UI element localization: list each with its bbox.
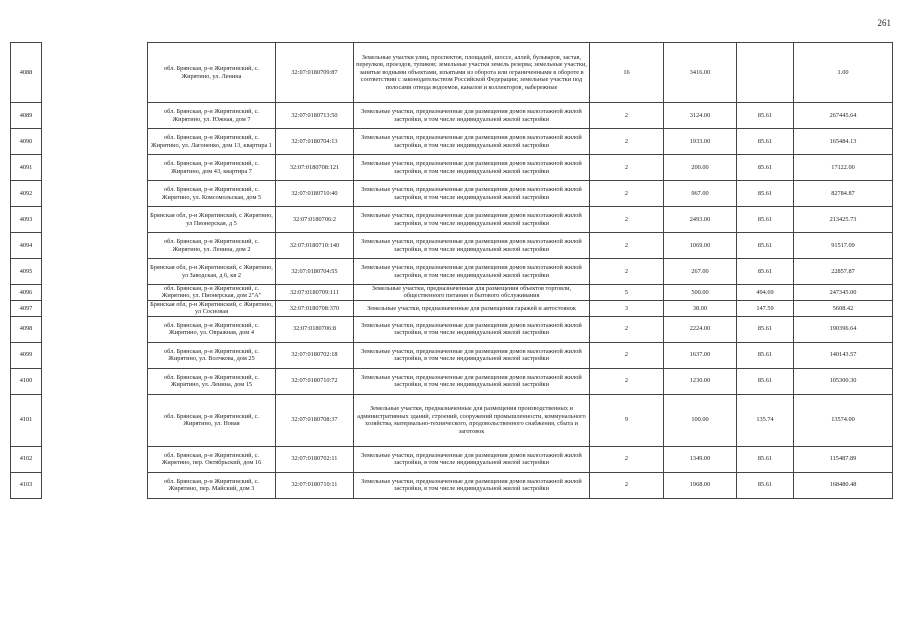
cadastral-value-cell: 247345.00: [794, 285, 893, 301]
land-use-cell: Земельные участки, предназначенные для размещения объектов торговли, общественного питания и бытового обслуживания: [354, 285, 590, 301]
specific-value-cell: 85.61: [737, 207, 794, 233]
land-use-cell: Земельные участки, предназначенные для размещения домов малоэтажной жилой застройки, в том числе индивидуальной жилой застройки: [354, 233, 590, 259]
row-number: 4091: [11, 155, 42, 181]
area-cell: 38.00: [664, 300, 737, 316]
area-cell: 2224.00: [664, 316, 737, 342]
cadastral-number-cell: 32:07:0180708:370: [276, 300, 354, 316]
area-cell: 1968.00: [664, 472, 737, 498]
use-code-cell: 2: [590, 472, 664, 498]
address-cell: обл. Брянская, р-н Жирятинский, с. Жирятино, ул. Ленина, дом 2: [148, 233, 276, 259]
use-code-cell: 2: [590, 316, 664, 342]
address-cell: обл. Брянская, р-н Жирятинский, с. Жирятино, дом 43, квартира 7: [148, 155, 276, 181]
cadastral-value-cell: 115487.89: [794, 446, 893, 472]
land-use-cell: Земельные участки, предназначенные для размещения домов малоэтажной жилой застройки, в том числе индивидуальной жилой застройки: [354, 472, 590, 498]
cadastral-value-cell: 1.00: [794, 43, 893, 103]
specific-value-cell: 85.61: [737, 472, 794, 498]
use-code-cell: 5: [590, 285, 664, 301]
cadastral-value-cell: 91517.09: [794, 233, 893, 259]
address-cell: обл. Брянская, р-н Жирятинский, с. Жирятино, ул. Ленина: [148, 43, 276, 103]
cadastral-value-cell: 140143.57: [794, 342, 893, 368]
cadastral-value-cell: 168480.48: [794, 472, 893, 498]
cadastral-number-cell: 32:07:0180710:140: [276, 233, 354, 259]
land-use-cell: Земельные участки, предназначенные для размещения домов малоэтажной жилой застройки, в том числе индивидуальной жилой застройки: [354, 181, 590, 207]
table-body: [11, 43, 893, 499]
use-code-cell: 2: [590, 103, 664, 129]
specific-value-cell: 85.61: [737, 129, 794, 155]
table-row: [11, 316, 893, 342]
use-code-cell: 16: [590, 43, 664, 103]
cadastral-value-cell: 5608.42: [794, 300, 893, 316]
table-row: [11, 446, 893, 472]
use-code-cell: 2: [590, 233, 664, 259]
cadastral-value-cell: 213425.73: [794, 207, 893, 233]
land-use-cell: Земельные участки, предназначенные для размещения домов малоэтажной жилой застройки, в том числе индивидуальной жилой застройки: [354, 446, 590, 472]
land-use-cell: Земельные участки, предназначенные для размещения домов малоэтажной жилой застройки, в том числе индивидуальной жилой застройки: [354, 259, 590, 285]
specific-value-cell: 85.61: [737, 181, 794, 207]
address-cell: обл. Брянская, р-н Жирятинский, с. Жирятино, ул. Волчкова, дом 25: [148, 342, 276, 368]
cadastral-value-cell: 105300.30: [794, 368, 893, 394]
area-cell: 1349.00: [664, 446, 737, 472]
row-number: 4102: [11, 446, 42, 472]
specific-value-cell: 85.61: [737, 103, 794, 129]
area-cell: 3416.00: [664, 43, 737, 103]
row-number: 4088: [11, 43, 42, 103]
land-use-cell: Земельные участки, предназначенные для размещения домов малоэтажной жилой застройки, в том числе индивидуальной жилой застройки: [354, 316, 590, 342]
address-cell: обл. Брянская, р-н Жирятинский, с. Жирятино, ул. Пионерская, дом 2"А": [148, 285, 276, 301]
gap-cell: [42, 394, 148, 446]
gap-cell: [42, 155, 148, 181]
cadastral-number-cell: 32:07:0180710:11: [276, 472, 354, 498]
table-row: [11, 207, 893, 233]
land-use-cell: Земельные участки, предназначенные для размещения домов малоэтажной жилой застройки, в том числе индивидуальной жилой застройки: [354, 368, 590, 394]
row-number: 4096: [11, 285, 42, 301]
table-row: [11, 342, 893, 368]
cadastral-number-cell: 32:07:0180709:87: [276, 43, 354, 103]
row-number: 4093: [11, 207, 42, 233]
land-use-cell: Земельные участки, предназначенные для размещения производственных и административных зданий, строений, сооружений промышленности, коммунального хозяйства, материально-технического, продовольственного снабжения, сбыта и заготовок: [354, 394, 590, 446]
specific-value-cell: 85.61: [737, 342, 794, 368]
specific-value-cell: 85.61: [737, 259, 794, 285]
row-number: 4103: [11, 472, 42, 498]
use-code-cell: 2: [590, 207, 664, 233]
gap-cell: [42, 316, 148, 342]
cadastral-value-cell: 267445.64: [794, 103, 893, 129]
cadastral-number-cell: 32:07:0180713:50: [276, 103, 354, 129]
gap-cell: [42, 368, 148, 394]
land-use-cell: Земельные участки, предназначенные для размещения домов малоэтажной жилой застройки, в том числе индивидуальной жилой застройки: [354, 129, 590, 155]
address-cell: Брянская обл, р-н Жирятинский, с Жирятино, ул Пионерская, д 5: [148, 207, 276, 233]
area-cell: 1933.00: [664, 129, 737, 155]
table-row: [11, 43, 893, 103]
address-cell: обл. Брянская, р-н Жирятинский, с. Жирятино, ул. Ленина, дом 15: [148, 368, 276, 394]
cadastral-value-cell: 190396.64: [794, 316, 893, 342]
row-number: 4100: [11, 368, 42, 394]
gap-cell: [42, 472, 148, 498]
land-use-cell: Земельные участки улиц, проспектов, площадей, шоссе, аллей, бульваров, застав, переулков, проездов, тупиков; земельные участки земель резерва; земельные участки, занятые водными объектами, изъятыми из оборота или ограниченными в обороте в соответствии с законодательством Российской Федерации; земельные участки под полосами отвода водоемов, каналов и коллекторов, набережные: [354, 43, 590, 103]
specific-value-cell: 85.61: [737, 155, 794, 181]
specific-value-cell: [737, 43, 794, 103]
gap-cell: [42, 342, 148, 368]
address-cell: обл. Брянская, р-н Жирятинский, с. Жирятино, пер. Майский, дом 3: [148, 472, 276, 498]
address-cell: обл. Брянская, р-н Жирятинский, с. Жирятино, ул. Овражная, дом 4: [148, 316, 276, 342]
specific-value-cell: 85.61: [737, 316, 794, 342]
cadastral-number-cell: 32:07:0180710:72: [276, 368, 354, 394]
specific-value-cell: 135.74: [737, 394, 794, 446]
land-use-cell: Земельные участки, предназначенные для размещения гаражей и автостоянок: [354, 300, 590, 316]
table-row: [11, 129, 893, 155]
address-cell: обл. Брянская, р-н Жирятинский, с. Жирятино, ул. Южная, дом 7: [148, 103, 276, 129]
area-cell: 100.00: [664, 394, 737, 446]
area-cell: 1069.00: [664, 233, 737, 259]
specific-value-cell: 85.61: [737, 233, 794, 259]
address-cell: Брянская обл, р-н Жирятинский, с Жирятино, ул Сосновая: [148, 300, 276, 316]
cadastral-number-cell: 32:07:0180704:13: [276, 129, 354, 155]
land-registry-table: [10, 42, 893, 499]
area-cell: 500.00: [664, 285, 737, 301]
table-row: [11, 368, 893, 394]
use-code-cell: 2: [590, 181, 664, 207]
area-cell: 967.00: [664, 181, 737, 207]
gap-cell: [42, 103, 148, 129]
cadastral-number-cell: 32:07:0180706:8: [276, 316, 354, 342]
table-row: [11, 181, 893, 207]
page-number: 261: [877, 18, 891, 28]
area-cell: 267.00: [664, 259, 737, 285]
table-row: [11, 259, 893, 285]
gap-cell: [42, 259, 148, 285]
gap-cell: [42, 300, 148, 316]
specific-value-cell: 494.69: [737, 285, 794, 301]
table-row: [11, 233, 893, 259]
cadastral-number-cell: 32:07:0180710:40: [276, 181, 354, 207]
table-row: [11, 103, 893, 129]
specific-value-cell: 85.61: [737, 446, 794, 472]
land-use-cell: Земельные участки, предназначенные для размещения домов малоэтажной жилой застройки, в том числе индивидуальной жилой застройки: [354, 207, 590, 233]
row-number: 4099: [11, 342, 42, 368]
land-use-cell: Земельные участки, предназначенные для размещения домов малоэтажной жилой застройки, в том числе индивидуальной жилой застройки: [354, 155, 590, 181]
area-cell: 1230.00: [664, 368, 737, 394]
gap-cell: [42, 285, 148, 301]
row-number: 4095: [11, 259, 42, 285]
row-number: 4101: [11, 394, 42, 446]
use-code-cell: 3: [590, 300, 664, 316]
row-number: 4092: [11, 181, 42, 207]
table-row: [11, 394, 893, 446]
table-row: [11, 472, 893, 498]
area-cell: 2493.00: [664, 207, 737, 233]
specific-value-cell: 85.61: [737, 368, 794, 394]
cadastral-value-cell: 22857.87: [794, 259, 893, 285]
cadastral-number-cell: 32:07:0180708:37: [276, 394, 354, 446]
address-cell: обл. Брянская, р-н Жирятинский, с. Жирятино, ул. Новая: [148, 394, 276, 446]
cadastral-number-cell: 32:07:0180704:55: [276, 259, 354, 285]
use-code-cell: 2: [590, 368, 664, 394]
use-code-cell: 2: [590, 446, 664, 472]
address-cell: обл. Брянская, р-н Жирятинский, с. Жирятино, ул. Лагоненко, дом 13, квартира 1: [148, 129, 276, 155]
use-code-cell: 9: [590, 394, 664, 446]
area-cell: 1637.00: [664, 342, 737, 368]
cadastral-value-cell: 82784.87: [794, 181, 893, 207]
row-number: 4089: [11, 103, 42, 129]
address-cell: обл. Брянская, р-н Жирятинский, с. Жирятино, пер. Октябрьский, дом 16: [148, 446, 276, 472]
table-row: [11, 155, 893, 181]
gap-cell: [42, 446, 148, 472]
use-code-cell: 2: [590, 342, 664, 368]
row-number: 4090: [11, 129, 42, 155]
address-cell: обл. Брянская, р-н Жирятинский, с. Жирятино, ул. Комсомольская, дом 5: [148, 181, 276, 207]
row-number: 4098: [11, 316, 42, 342]
row-number: 4094: [11, 233, 42, 259]
area-cell: 200.00: [664, 155, 737, 181]
specific-value-cell: 147.59: [737, 300, 794, 316]
cadastral-number-cell: 32:07:0180708:121: [276, 155, 354, 181]
cadastral-value-cell: 165484.13: [794, 129, 893, 155]
gap-cell: [42, 181, 148, 207]
cadastral-number-cell: 32:07:0180702:18: [276, 342, 354, 368]
table-row: [11, 300, 893, 316]
use-code-cell: 2: [590, 259, 664, 285]
cadastral-number-cell: 32:07:0180709:111: [276, 285, 354, 301]
gap-cell: [42, 207, 148, 233]
land-use-cell: Земельные участки, предназначенные для размещения домов малоэтажной жилой застройки, в том числе индивидуальной жилой застройки: [354, 103, 590, 129]
cadastral-value-cell: 13574.00: [794, 394, 893, 446]
use-code-cell: 2: [590, 129, 664, 155]
row-number: 4097: [11, 300, 42, 316]
land-use-cell: Земельные участки, предназначенные для размещения домов малоэтажной жилой застройки, в том числе индивидуальной жилой застройки: [354, 342, 590, 368]
gap-cell: [42, 129, 148, 155]
gap-cell: [42, 233, 148, 259]
area-cell: 3124.00: [664, 103, 737, 129]
address-cell: Брянская обл, р-н Жирятинский, с Жирятино, ул Заводская, д 6, кв 2: [148, 259, 276, 285]
cadastral-number-cell: 32:07:0180702:11: [276, 446, 354, 472]
gap-cell: [42, 43, 148, 103]
cadastral-number-cell: 32:07:0180706:2: [276, 207, 354, 233]
use-code-cell: 2: [590, 155, 664, 181]
table-row: [11, 285, 893, 301]
cadastral-value-cell: 17122.00: [794, 155, 893, 181]
